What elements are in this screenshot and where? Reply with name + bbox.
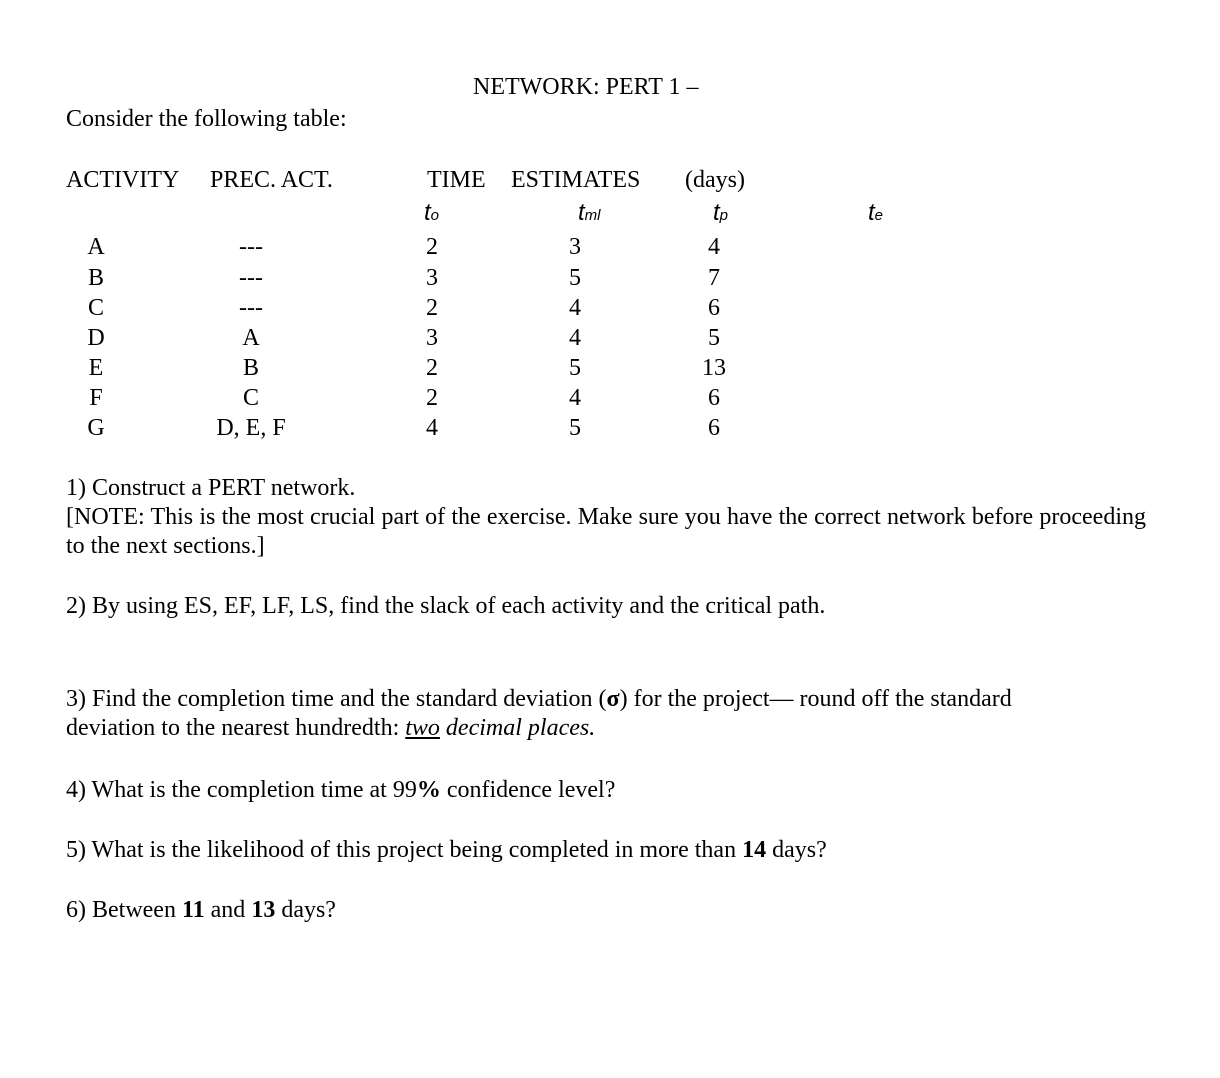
cell-prec: C <box>242 385 259 411</box>
cell-to: 2 <box>426 295 438 321</box>
cell-tp: 7 <box>708 265 720 291</box>
header-to: to <box>424 199 440 226</box>
header-tp: tp <box>713 199 729 226</box>
header-tml: tml <box>578 199 601 226</box>
question-2: 2) By using ES, EF, LF, LS, find the slack of each activity and the critical path. <box>66 593 826 619</box>
cell-to: 3 <box>426 265 438 291</box>
header-prec-act: PREC. ACT. <box>210 167 333 193</box>
cell-prec: A <box>242 325 260 351</box>
cell-tp: 5 <box>708 325 720 351</box>
cell-activity: G <box>87 415 105 441</box>
question-6: 6) Between 11 and 13 days? <box>66 897 336 923</box>
cell-tp: 6 <box>708 295 720 321</box>
question-3: 3) Find the completion time and the standard deviation (σ) for the project— round off the standard deviation to the nearest hundredth: two decimal places. <box>66 686 1012 741</box>
cell-tp: 4 <box>708 234 720 260</box>
cell-prec: B <box>242 355 259 381</box>
cell-to: 4 <box>426 415 438 441</box>
cell-activity: A <box>87 234 105 260</box>
cell-prec: --- <box>239 234 263 260</box>
cell-prec: --- <box>239 295 263 321</box>
cell-prec: D, E, F <box>216 415 286 441</box>
cell-tml: 3 <box>569 234 581 260</box>
two-underlined: two <box>405 715 440 741</box>
page-title: NETWORK: PERT 1 – <box>473 74 699 100</box>
cell-tp: 6 <box>708 415 720 441</box>
question-1-line1: 1) Construct a PERT network. <box>66 475 356 501</box>
cell-prec: --- <box>239 265 263 291</box>
cell-tp: 6 <box>708 385 720 411</box>
cell-activity: F <box>89 385 103 411</box>
cell-to: 2 <box>426 234 438 260</box>
cell-activity: C <box>87 295 104 321</box>
cell-activity: E <box>88 355 104 381</box>
cell-tml: 5 <box>569 355 581 381</box>
cell-tml: 5 <box>569 265 581 291</box>
sigma-symbol: σ <box>606 686 620 712</box>
question-1-note: [NOTE: This is the most crucial part of the exercise. Make sure you have the correct network before proceeding to the next sections.] <box>66 504 1146 559</box>
cell-to: 2 <box>426 385 438 411</box>
header-te: te <box>868 199 884 226</box>
question-4: 4) What is the completion time at 99% confidence level? <box>66 777 616 803</box>
question-5: 5) What is the likelihood of this project being completed in more than 14 days? <box>66 837 827 863</box>
cell-tml: 4 <box>569 295 581 321</box>
header-time: TIME <box>427 167 486 193</box>
cell-tp: 13 <box>702 355 726 381</box>
question-1 <box>66 474 1146 561</box>
cell-activity: B <box>87 265 104 291</box>
intro-text: Consider the following table: <box>66 106 347 132</box>
cell-tml: 5 <box>569 415 581 441</box>
cell-to: 2 <box>426 355 438 381</box>
header-days: (days) <box>685 167 745 193</box>
header-estimates: ESTIMATES <box>511 167 641 193</box>
cell-to: 3 <box>426 325 438 351</box>
cell-tml: 4 <box>569 325 581 351</box>
cell-tml: 4 <box>569 385 581 411</box>
header-activity: ACTIVITY <box>66 167 180 193</box>
cell-activity: D <box>87 325 105 351</box>
